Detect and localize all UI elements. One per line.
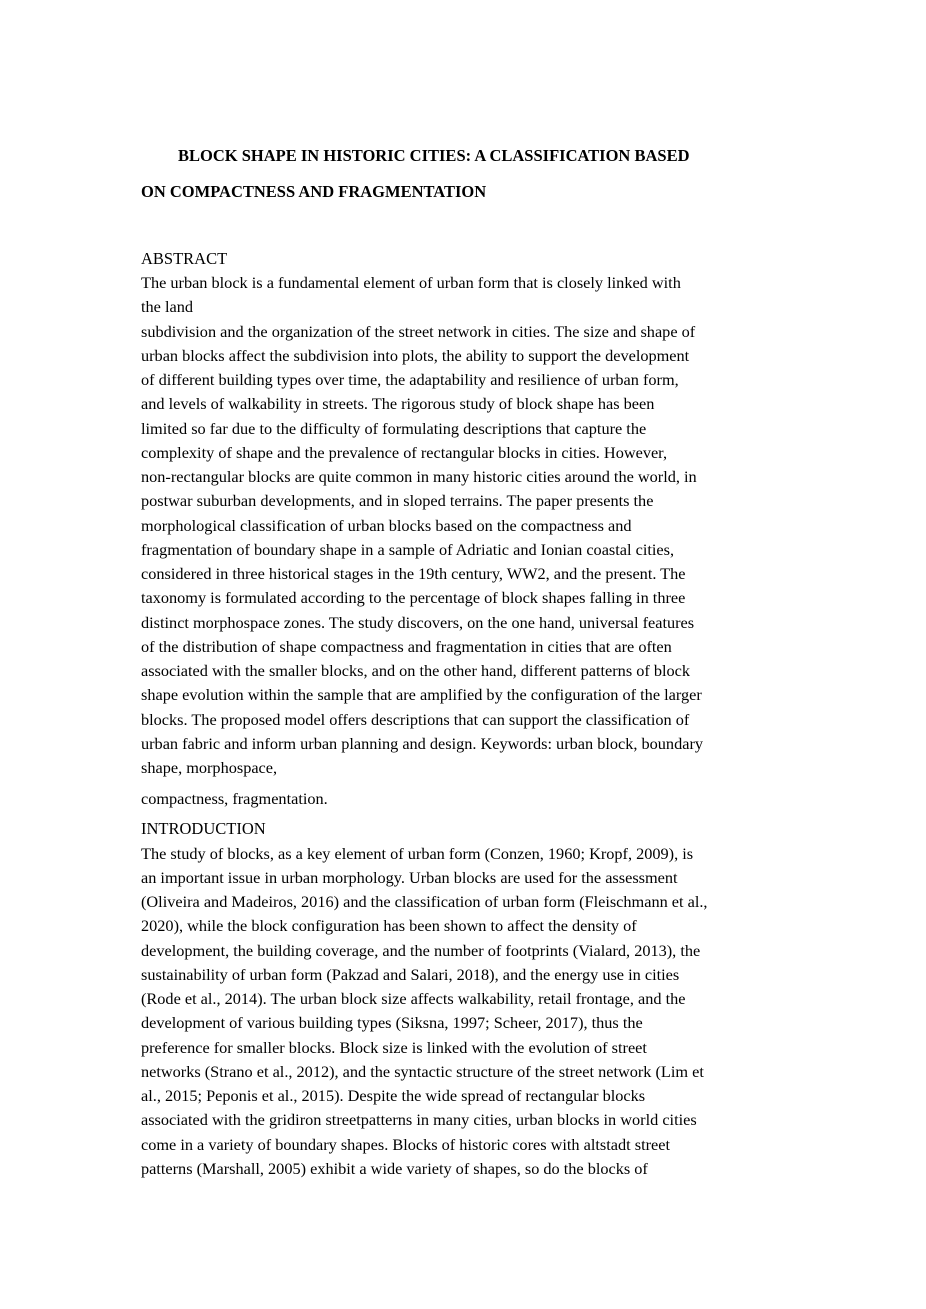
abstract-line: fragmentation of boundary shape in a sample of Adriatic and Ionian coastal cities, <box>141 540 675 559</box>
abstract-line: urban blocks affect the subdivision into plots, the ability to support the development <box>141 346 690 365</box>
abstract-line: morphological classification of urban blocks based on the compactness and <box>141 516 632 535</box>
abstract-line: associated with the smaller blocks, and on the other hand, different patterns of block <box>141 661 691 680</box>
abstract-line: the land <box>141 297 193 316</box>
abstract-line: postwar suburban developments, and in sloped terrains. The paper presents the <box>141 491 654 510</box>
abstract-line: and levels of walkability in streets. The rigorous study of block shape has been <box>141 394 655 413</box>
introduction-heading: INTRODUCTION <box>141 819 266 838</box>
abstract-line: The urban block is a fundamental element of urban form that is closely linked with <box>141 273 681 292</box>
abstract-line: non-rectangular blocks are quite common in many historic cities around the world, in <box>141 467 697 486</box>
introduction-line: networks (Strano et al., 2012), and the syntactic structure of the street network (Lim et <box>141 1062 704 1081</box>
introduction-line: come in a variety of boundary shapes. Blocks of historic cores with altstadt street <box>141 1135 670 1154</box>
introduction-line: The study of blocks, as a key element of urban form (Conzen, 1960; Kropf, 2009), is <box>141 844 694 863</box>
abstract-line: of different building types over time, the adaptability and resilience of urban form, <box>141 370 679 389</box>
introduction-line: (Oliveira and Madeiros, 2016) and the classification of urban form (Fleischmann et al., <box>141 892 708 911</box>
introduction-line: (Rode et al., 2014). The urban block size affects walkability, retail frontage, and the <box>141 989 686 1008</box>
abstract-line: subdivision and the organization of the street network in cities. The size and shape of <box>141 322 696 341</box>
introduction-line: an important issue in urban morphology. Urban blocks are used for the assessment <box>141 868 678 887</box>
introduction-line: preference for smaller blocks. Block size is linked with the evolution of street <box>141 1038 647 1057</box>
abstract-heading: ABSTRACT <box>141 249 228 268</box>
introduction-line: patterns (Marshall, 2005) exhibit a wide variety of shapes, so do the blocks of <box>141 1159 648 1178</box>
introduction-line: associated with the gridiron streetpatterns in many cities, urban blocks in world cities <box>141 1110 697 1129</box>
abstract-line: blocks. The proposed model offers descriptions that can support the classification of <box>141 710 690 729</box>
introduction-line: 2020), while the block configuration has been shown to affect the density of <box>141 916 637 935</box>
abstract-keywords-line: compactness, fragmentation. <box>141 789 328 808</box>
abstract-line: shape, morphospace, <box>141 758 278 777</box>
abstract-line: complexity of shape and the prevalence of rectangular blocks in cities. However, <box>141 443 668 462</box>
paper-title-line-1: BLOCK SHAPE IN HISTORIC CITIES: A CLASSIFICATION BASED <box>178 146 690 165</box>
introduction-line: al., 2015; Peponis et al., 2015). Despite the wide spread of rectangular blocks <box>141 1086 646 1105</box>
abstract-line: of the distribution of shape compactness and fragmentation in cities that are often <box>141 637 672 656</box>
abstract-line: urban fabric and inform urban planning and design. Keywords: urban block, boundary <box>141 734 704 753</box>
introduction-line: development, the building coverage, and the number of footprints (Vialard, 2013), the <box>141 941 701 960</box>
abstract-line: limited so far due to the difficulty of formulating descriptions that capture the <box>141 419 647 438</box>
introduction-line: sustainability of urban form (Pakzad and Salari, 2018), and the energy use in cities <box>141 965 680 984</box>
introduction-line: development of various building types (Siksna, 1997; Scheer, 2017), thus the <box>141 1013 643 1032</box>
abstract-line: distinct morphospace zones. The study discovers, on the one hand, universal features <box>141 613 695 632</box>
abstract-line: shape evolution within the sample that are amplified by the configuration of the larger <box>141 685 702 704</box>
abstract-line: taxonomy is formulated according to the percentage of block shapes falling in three <box>141 588 686 607</box>
paper-title-line-2: ON COMPACTNESS AND FRAGMENTATION <box>141 182 487 201</box>
abstract-line: considered in three historical stages in the 19th century, WW2, and the present. The <box>141 564 686 583</box>
